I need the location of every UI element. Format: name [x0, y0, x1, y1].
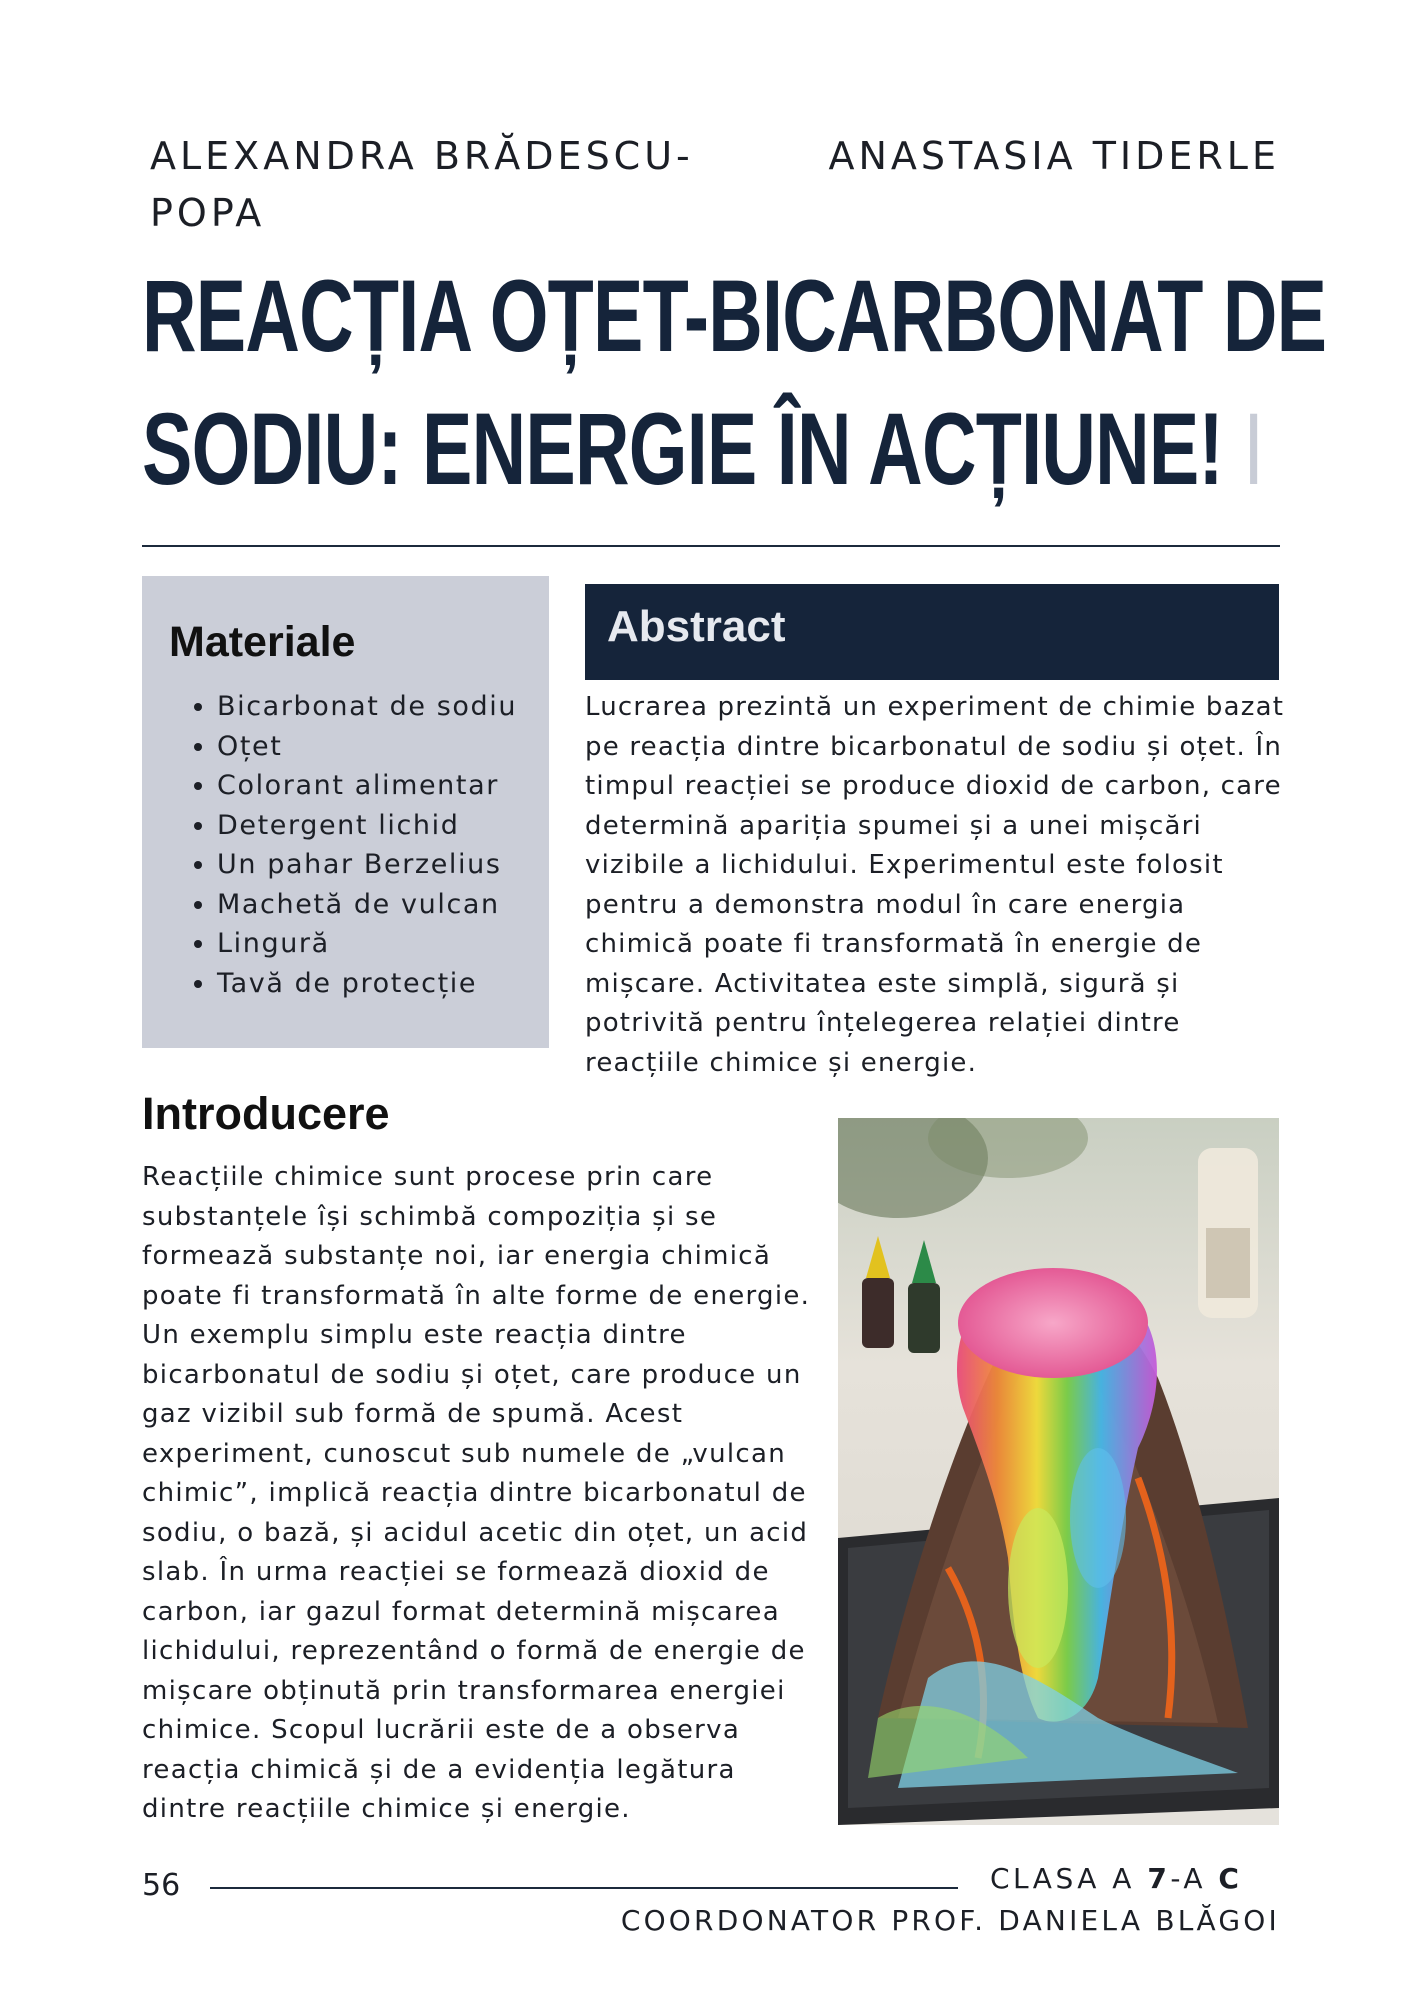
class-letter: C	[1218, 1862, 1243, 1895]
materials-item: • Lingură	[217, 924, 521, 964]
materials-list	[169, 687, 521, 1003]
class-label	[990, 1862, 1280, 1895]
materials-box	[142, 576, 549, 1048]
class-number: 7	[1147, 1862, 1171, 1895]
materials-item: • Machetă de vulcan	[217, 885, 521, 925]
author-1: ALEXANDRA BRĂDESCU-POPA	[150, 134, 694, 235]
author-2: ANASTASIA TIDERLE	[828, 134, 1280, 178]
article-title	[142, 250, 1327, 516]
abstract-text: Lucrarea prezintă un experiment de chimie bazat pe reacția dintre bicarbonatul de sodiu și oțet. În timpul reacției se produce dioxid de carbon, care determină apariția spumei și a unei mișcări vizibile a lichidului. Experimentul este folosit pentru a demonstra modul în care energia chimică poate fi transformată în energie de mișcare. Activitatea este simplă, sigură și potrivită pentru înțelegerea relației dintre reacțiile chimice și energie.	[585, 692, 1285, 1078]
materials-item: • Bicarbonat de sodiu	[217, 687, 521, 727]
abstract-header	[585, 584, 1279, 680]
materials-item: • Oțet	[217, 727, 521, 767]
title-line-2-text: SODIU: ENERGIE ÎN ACȚIUNE!	[142, 392, 1223, 506]
introduction-text: Reacțiile chimice sunt procese prin care substanțele își schimbă compoziția și se formează substanțe noi, iar energia chimică poate fi transformată în alte forme de energie. Un exemplu simplu este reacția dintre bicarbonatul de sodiu și oțet, care produce un gaz vizibil sub formă de spumă. Acest experiment, cunoscut sub numele de „vulcan chimic”, implică reacția dintre bicarbonatul de sodiu, o bază, și acidul acetic din oțet, un acid slab. În urma reacției se formează dioxid de carbon, iar gazul format determină mișcarea lichidului, reprezentând o formă de energie de mișcare obținută prin transformarea energiei chimice. Scopul lucrării este de a observa reacția chimică și de a evidenția legătura dintre reacțiile chimice și energie.	[142, 1162, 811, 1824]
coordinator-label: COORDONATOR PROF. DANIELA BLĂGOI	[620, 1904, 1280, 1937]
materials-item: • Un pahar Berzelius	[217, 845, 521, 885]
materials-item: • Colorant alimentar	[217, 766, 521, 806]
class-prefix: CLASA A	[990, 1862, 1148, 1895]
materials-item: • Tavă de protecție	[217, 964, 521, 1004]
class-mid: -A	[1170, 1862, 1219, 1895]
title-line-1: REACȚIA OȚET-BICARBONAT DE	[142, 259, 1327, 373]
materials-item: • Detergent lichid	[217, 806, 521, 846]
introduction-heading: Introducere	[142, 1088, 390, 1139]
title-divider	[142, 545, 1280, 547]
authors	[150, 128, 1280, 242]
abstract-heading: Abstract	[607, 602, 786, 651]
page-number: 56	[142, 1868, 181, 1903]
title-cursor: I	[1243, 392, 1264, 506]
rainbow-foam-volcano-photo	[838, 1118, 1279, 1825]
footer-divider	[210, 1887, 958, 1889]
materials-heading: Materiale	[169, 618, 356, 666]
title-line-2	[142, 383, 1264, 516]
